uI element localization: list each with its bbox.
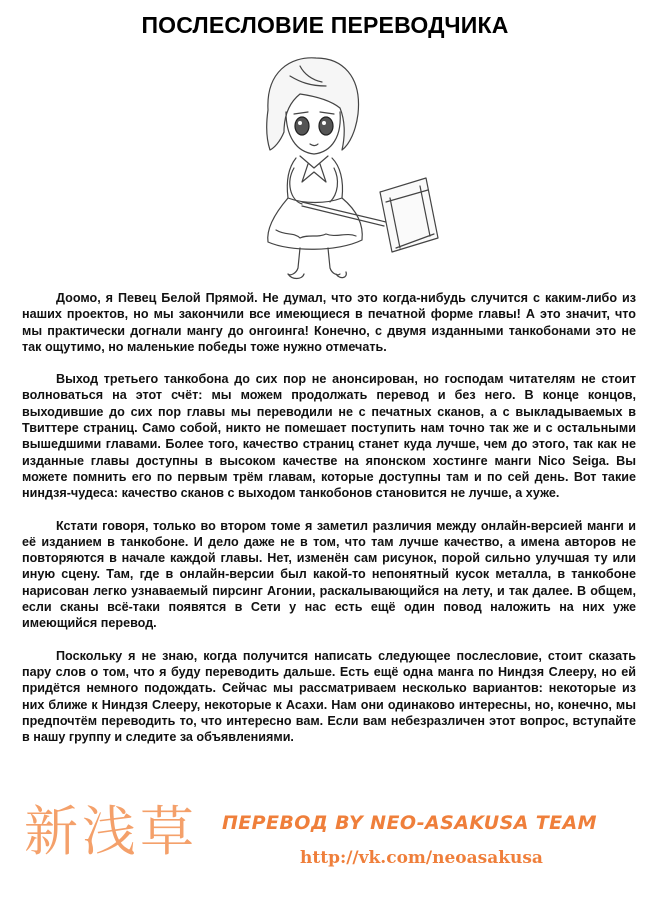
chibi-girl-with-hammer-icon [230,52,440,282]
page-title: ПОСЛЕСЛОВИЕ ПЕРЕВОДЧИКА [141,12,509,38]
team-logo: 新浅草 [24,800,198,863]
paragraph: Доомо, я Певец Белой Прямой. Не думал, что это когда-нибудь случится с каким-либо из наших проектов, но мы закончили все имеющиеся в печатной форме главы! А это значит, что мы практически догнали мангу до онгоинга! Конечно, с двумя изданными танкобонами это не так ощутимо, но маленькие победы тоже нужно отмечать. [22,291,636,354]
paragraph: Выход третьего танкобона до сих пор не анонсирован, но господам читателям не стоит волноваться на этот счёт: мы можем продолжать перевод и без него. В конце концов, выходившие до сих пор главы мы переводили не с печатных сканов, а с выкладываемых в Твиттере страниц. Само собой, никто не помешает поступить нам точно так же и с остальными вышедшими главами. Более того, качество страниц станет куда лучше, чем до этого, так как не изданные главы доступны в высоком качестве на японском хостинге манги Nico Seiga. Вы можете помнить его по первым трём главам, которые доступны там и по сей день. Вот такие ниндзя-чудеса: качество сканов с выходом танкобонов становится не лучше, а хуже. [22,372,636,501]
team-credit: ПЕРЕВОД BY NEO-ASAKUSA TEAM [222,812,597,834]
team-link[interactable]: http://vk.com/neoasakusa [300,848,543,868]
paragraph: Поскольку я не знаю, когда получится написать следующее послесловие, стоит сказать пару слов о том, что я буду переводить дальше. Есть ещё одна манга по Ниндзя Слеерy, но ей придётся немного подождать. Сейчас мы рассматриваем несколько вариантов: некоторые из них ближе к Ниндзя Слеерy, некоторые к Асахи. Нам они одинаково интересны, но, конечно, мы предпочтём переводить то, что интересно вам. Если вам небезразличен этот вопрос, вступайте в нашу группу и следите за объявлениями. [22,648,636,745]
afterword-text [22,290,636,745]
paragraph: Кстати говоря, только во втором томе я заметил различия между онлайн-версией манги и её изданием в танкобоне. И дело даже не в том, что там лучше качество, а имена авторов не повторяются в начале каждой главы. Нет, изменён сам рисунок, порой сильно улучшая ту или иную сцену. Там, где в онлайн-версии был какой-то непонятный кусок металла, в танкобоне нарисован легко узнаваемый пирсинг Агонии, раскалывающийся на лету, и так далее. В общем, если сканы всё-таки появятся в Сети у нас есть ещё один повод наложить на них уже имеющийся перевод. [22,518,636,631]
